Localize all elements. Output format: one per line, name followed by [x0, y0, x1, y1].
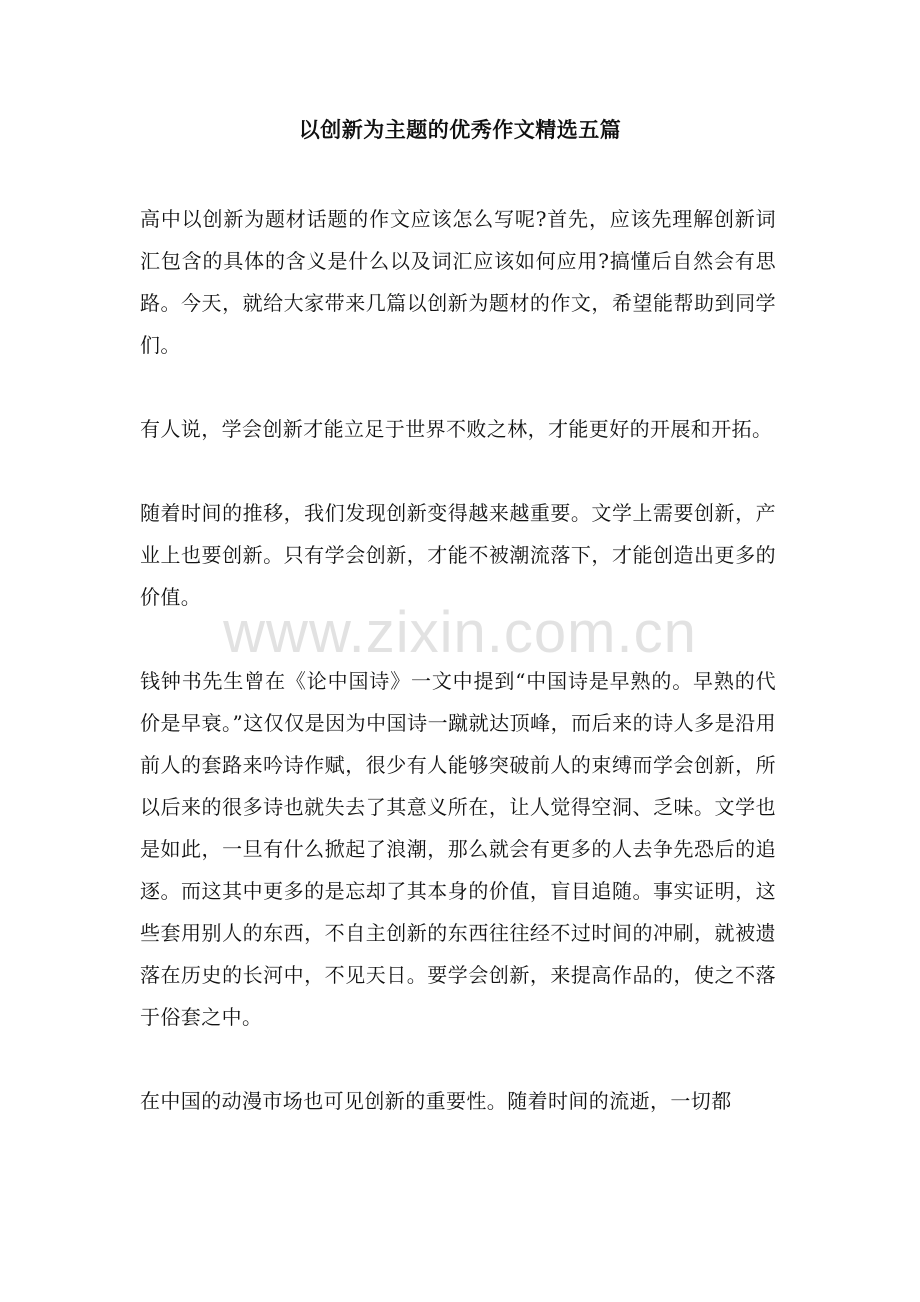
document-title: 以创新为主题的优秀作文精选五篇: [298, 117, 622, 142]
paragraph-4: 钱钟书先生曾在《论中国诗》一文中提到“中国诗是早熟的。早熟的代价是早衰。”这仅仅是因为中国诗一蹴就达顶峰，而后来的诗人多是沿用前人的套路来吟诗作赋，很少有人能够突破前人的束缚而学会创新，所以后来的很多诗也就失去了其意义所在，让人觉得空洞、乏味。文学也是如此，一旦有什么掀起了浪潮，那么就会有更多的人去争先恐后的追逐。而这其中更多的是忘却了其本身的价值，盲目追随。事实证明，这些套用别人的东西，不自主创新的东西往往经不过时间的冲刷，就被遗落在历史的长河中，不见天日。要学会创新，来提高作品的，使之不落于俗套之中。: [140, 669, 776, 1029]
document-body: [140, 198, 776, 1164]
watermark: www.zixin.com.cn: [223, 600, 697, 665]
paragraph-2: 有人说，学会创新才能立足于世界不败之林，才能更好的开展和开拓。: [140, 417, 773, 441]
paragraph-3: 随着时间的推移，我们发现创新变得越来越重要。文学上需要创新，产业上也要创新。只有学会创新，才能不被潮流落下，才能创造出更多的价值。: [140, 501, 776, 609]
paragraph-5: 在中国的动漫市场也可见创新的重要性。随着时间的流逝，一切都: [140, 1089, 732, 1113]
paragraph-intro: 高中以创新为题材话题的作文应该怎么写呢?首先，应该先理解创新词汇包含的具体的含义是什么以及词汇应该如何应用?搞懂后自然会有思路。今天，就给大家带来几篇以创新为题材的作文，希望能帮助到同学们。: [140, 207, 776, 357]
